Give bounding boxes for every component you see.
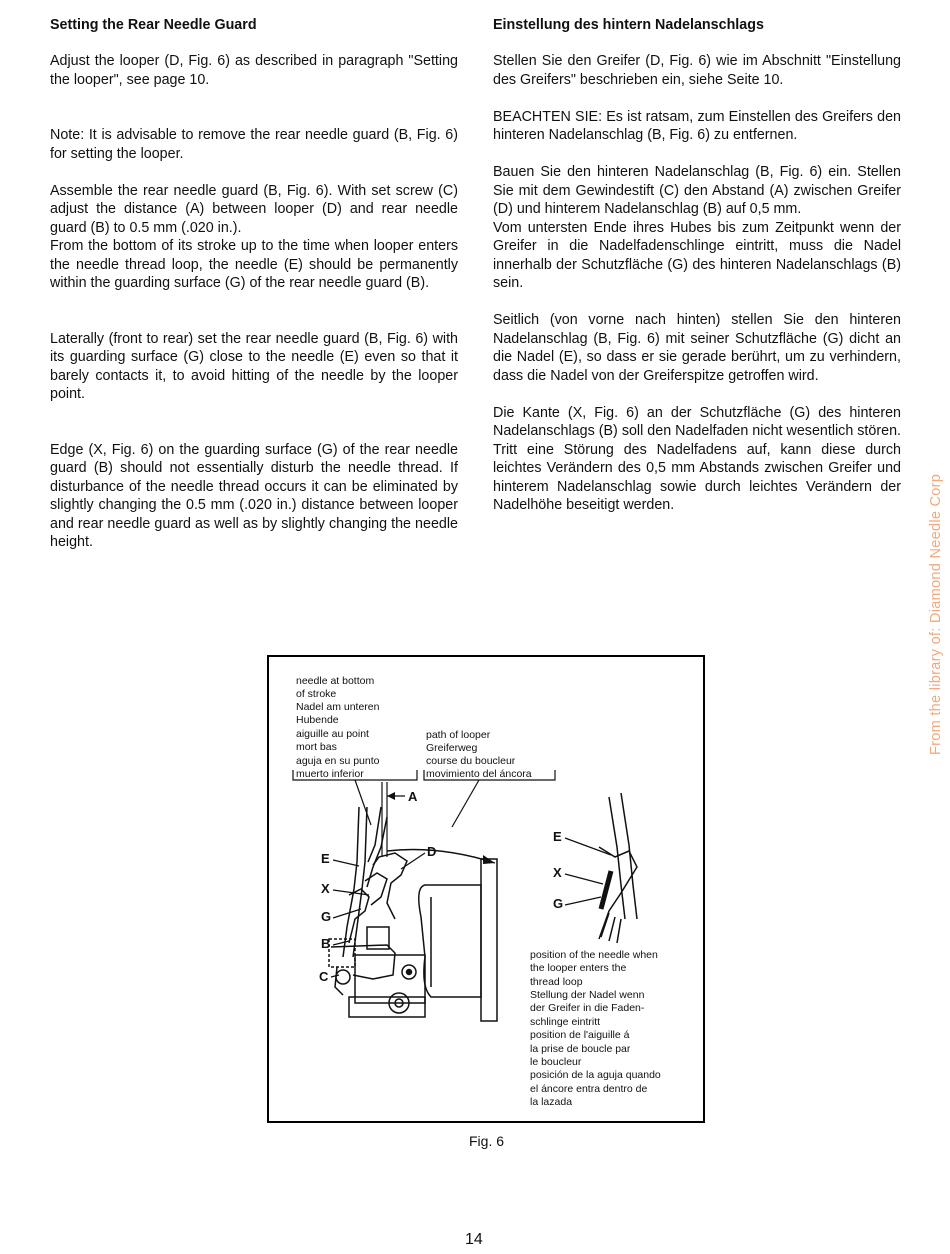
needle-position-detail-drawing xyxy=(599,793,637,943)
german-paragraph-1: Stellen Sie den Greifer (D, Fig. 6) wie im Abschnitt "Einstellung des Greifers" beschrieben ein, siehe Seite 10. xyxy=(493,53,901,88)
needle-bottom-line-2: of stroke xyxy=(296,688,337,700)
looper-path-line-1: path of looper xyxy=(426,729,491,741)
needle-bottom-line-3: Nadel am unteren xyxy=(296,701,380,713)
needle-pos-line-6: schlinge eintritt xyxy=(530,1016,601,1028)
needle-bottom-line-5: aiguille au point xyxy=(296,728,369,740)
needle-pos-line-2: the looper enters the xyxy=(530,962,627,974)
english-paragraph-5: Laterally (front to rear) set the rear needle guard (B, Fig. 6) with its guarding surface (G) close to the needle (E) even so that it barely contacts it, to avoid hitting of the needle by the looper point. xyxy=(50,330,458,402)
needle-pos-line-7: position de l'aiguille á xyxy=(530,1029,630,1041)
needle-bottom-label xyxy=(293,675,417,825)
needle-bottom-line-4: Hubende xyxy=(296,714,339,726)
label-e-left: E xyxy=(321,851,330,866)
german-paragraph-2: BEACHTEN SIE: Es ist ratsam, zum Einstellen des Greifers den hinteren Nadelanschlag (B, Fig. 6) zu entfernen. xyxy=(493,108,901,143)
english-column xyxy=(50,15,458,552)
german-paragraph-5: Seitlich (von vorne nach hinten) stellen Sie den hinteren Nadelanschlag (B, Fig. 6) mit seiner Schutzfläche (G) dicht an die Nadel (E), so dass er sie gerade berührt, um zu verhindern, dass die Nadel von der Greiferspitze getroffen wird. xyxy=(493,312,901,384)
page-number: 14 xyxy=(465,1231,483,1248)
needle-bottom-line-8: muerto inferior xyxy=(296,768,364,780)
looper-path-line-4: movimiento del áncora xyxy=(426,768,532,780)
needle-pos-line-9: le boucleur xyxy=(530,1056,582,1068)
needle-pos-line-12: la lazada xyxy=(530,1096,573,1108)
english-title: Setting the Rear Needle Guard xyxy=(50,17,257,33)
looper-path-line-2: Greiferweg xyxy=(426,742,478,754)
label-x-right: X xyxy=(553,865,562,880)
figure-6-diagram xyxy=(267,655,705,1123)
english-paragraph-4: From the bottom of its stroke up to the time when looper enters the needle thread loop, the needle (E) should be permanently within the guarding surface (G) of the rear needle guard (B). xyxy=(50,238,458,291)
needle-pos-line-10: posición de la aguja quando xyxy=(530,1069,661,1081)
needle-position-label xyxy=(530,949,661,1108)
needle-pos-line-3: thread loop xyxy=(530,976,583,988)
label-d: D xyxy=(427,844,437,859)
english-paragraph-2: Note: It is advisable to remove the rear needle guard (B, Fig. 6) for setting the looper. xyxy=(50,127,458,162)
needle-pos-line-8: la prise de boucle par xyxy=(530,1043,631,1055)
label-c-left: C xyxy=(319,969,329,984)
looper-mechanism-drawing xyxy=(329,807,497,1021)
german-title: Einstellung des hintern Nadelanschlags xyxy=(493,17,764,33)
german-column xyxy=(493,15,901,515)
label-g-left: G xyxy=(321,909,332,924)
label-b-left: B xyxy=(321,936,331,951)
looper-path-line-3: course du boucleur xyxy=(426,755,516,767)
needle-bottom-line-1: needle at bottom xyxy=(296,675,375,687)
needle-bottom-line-7: aguja en su punto xyxy=(296,755,380,767)
german-paragraph-4: Vom untersten Ende ihres Hubes bis zum Zeitpunkt wenn der Greifer in die Nadelfadenschlinge eintritt, muss die Nadel innerhalb der Schutzfläche (G) des hinteren Nadelanschlags (B) sein. xyxy=(493,219,901,291)
needle-bottom-line-6: mort bas xyxy=(296,741,337,753)
needle-pos-line-11: el áncore entra dentro de xyxy=(530,1083,648,1095)
library-watermark: From the library of: Diamond Needle Corp xyxy=(928,473,944,755)
english-paragraph-1: Adjust the looper (D, Fig. 6) as described in paragraph "Setting the looper", see page 10. xyxy=(50,53,458,88)
label-g-right: G xyxy=(553,896,564,911)
label-a: A xyxy=(408,789,418,804)
label-e-right: E xyxy=(553,829,562,844)
figure-caption: Fig. 6 xyxy=(469,1133,505,1149)
needle-pos-line-4: Stellung der Nadel wenn xyxy=(530,989,645,1001)
german-paragraph-3: Bauen Sie den hinteren Nadelanschlag (B, Fig. 6) ein. Stellen Sie mit dem Gewindestift (C) den Abstand (A) zwischen Greifer (D) und hinterem Nadelanschlag (B) auf 0,5 mm. xyxy=(493,164,901,217)
english-paragraph-6: Edge (X, Fig. 6) on the guarding surface (G) of the rear needle guard (B) should not essentially disturb the needle thread. If disturbance of the needle thread occurs it can be eliminated by slightly changing the 0.5 mm (.020 in.) distance between looper and rear needle guard as well as by slightly changing the needle height. xyxy=(50,441,458,550)
label-x-left: X xyxy=(321,881,330,896)
english-paragraph-3: Assemble the rear needle guard (B, Fig. 6). With set screw (C) adjust the distance (A) between looper (D) and rear needle guard (B) to 0.5 mm (.020 in.). xyxy=(50,182,458,236)
needle-pos-line-5: der Greifer in die Faden- xyxy=(530,1002,645,1014)
german-paragraph-6: Die Kante (X, Fig. 6) an der Schutzfläche (G) des hinteren Nadelanschlags (B) soll den Nadelfaden nicht wesentlich stören. Tritt eine Störung des Nadelfadens auf, kann diese durch leichtes Verändern des 0,5 mm Abstands zwischen Greifer und hinterem Nadelanschlag sowie durch leichtes Verändern der Nadelhöhe beseitigt werden. xyxy=(493,404,901,513)
needle-pos-line-1: position of the needle when xyxy=(530,949,658,961)
needle-guard-illustration xyxy=(269,657,703,1121)
distance-a-indicator xyxy=(382,782,418,857)
